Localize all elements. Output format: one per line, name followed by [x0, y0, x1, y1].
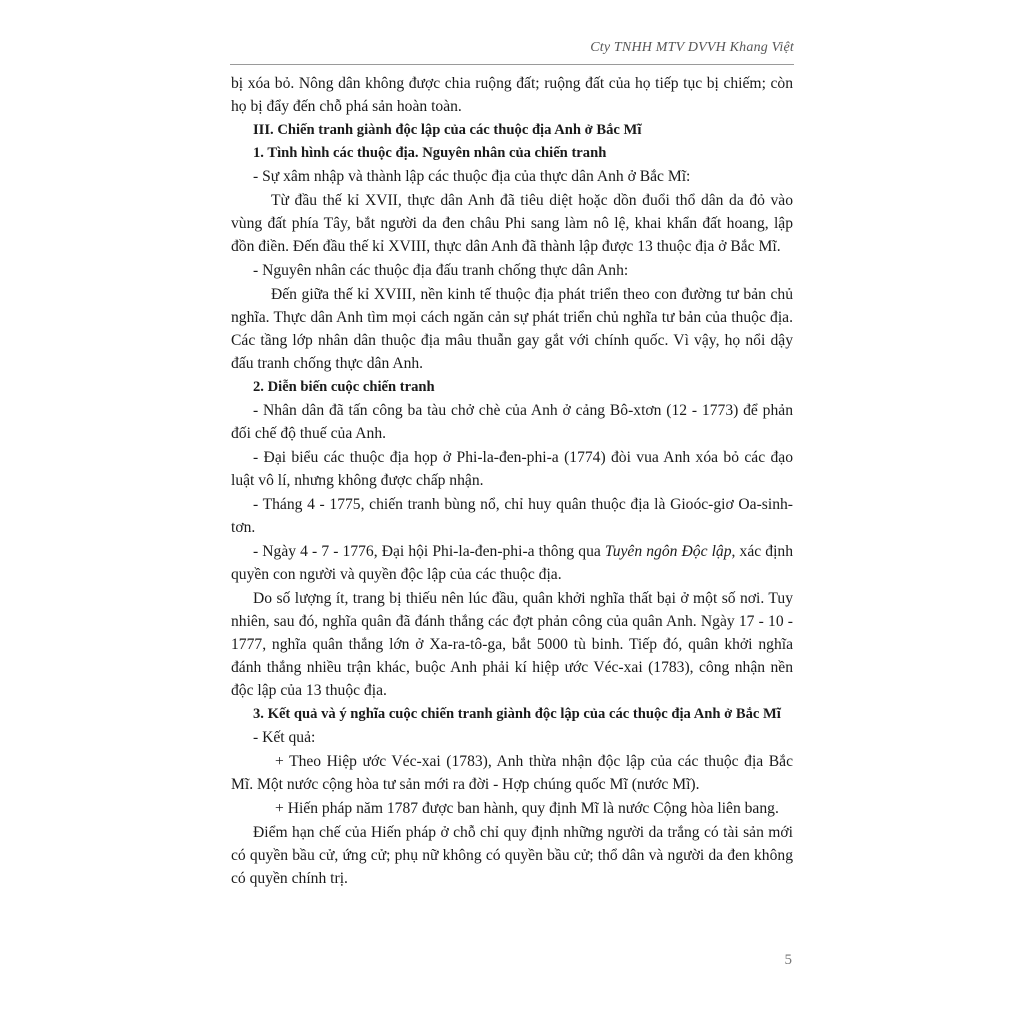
declaration-title: Tuyên ngôn Độc lập — [604, 543, 732, 560]
page-number: 5 — [784, 952, 792, 968]
bullet-philadelphia-1774: - Đại biểu các thuộc địa họp ở Phi-la-đen-phi-a (1774) đòi vua Anh xóa bỏ các đạo luật vô lí, nhưng không được chấp nhận. — [231, 449, 793, 489]
paragraph-continuation: bị xóa bỏ. Nông dân không được chia ruộng đất; ruộng đất của họ tiếp tục bị chiếm; còn họ bị đẩy đến chỗ phá sản hoàn toàn. — [231, 75, 793, 115]
subheading-2: 2. Diễn biến cuộc chiến tranh — [253, 379, 435, 395]
subheading-1: 1. Tình hình các thuộc địa. Nguyên nhân của chiến tranh — [253, 145, 607, 161]
declaration-text-post: , xác định quyền con người và quyền độc lập của các thuộc địa. — [231, 543, 793, 583]
bullet-declaration — [231, 540, 793, 586]
paragraph-limitations: Điểm hạn chế của Hiến pháp ở chỗ chỉ quy định những người da trắng có tài sản mới có quyền bầu cử, ứng cử; phụ nữ không có quyền bầu cử; thổ dân và người da đen không có quyền chính trị. — [231, 824, 793, 887]
bullet-colonization: - Sự xâm nhập và thành lập các thuộc địa của thực dân Anh ở Bắc Mĩ: — [253, 168, 691, 185]
bullet-results: - Kết quả: — [253, 729, 316, 746]
bullet-boston: - Nhân dân đã tấn công ba tàu chở chè của Anh ở cảng Bô-xtơn (12 - 1773) để phản đối chế độ thuế của Anh. — [231, 402, 793, 442]
plus-item-treaty: + Theo Hiệp ước Véc-xai (1783), Anh thừa nhận độc lập của các thuộc địa Bắc Mĩ. Một nước cộng hòa tư sản mới ra đời - Hợp chúng quốc Mĩ (nước Mĩ). — [231, 753, 793, 793]
bullet-war-outbreak: - Tháng 4 - 1775, chiến tranh bùng nổ, chỉ huy quân thuộc địa là Gioóc-giơ Oa-sinh-tơn. — [231, 496, 793, 536]
header-rule — [230, 64, 794, 65]
plus-item-constitution: + Hiến pháp năm 1787 được ban hành, quy định Mĩ là nước Cộng hòa liên bang. — [275, 800, 779, 817]
section-heading: III. Chiến tranh giành độc lập của các thuộc địa Anh ở Bắc Mĩ — [253, 122, 642, 138]
paragraph-causes: Đến giữa thế kỉ XVIII, nền kinh tế thuộc địa phát triển theo con đường tư bản chủ nghĩa. Thực dân Anh tìm mọi cách ngăn cản sự phát triển chủ nghĩa tư bản của thuộc địa. Các tầng lớp nhân dân thuộc địa mâu thuẫn gay gắt với chính quốc. Vì vậy, họ nổi dậy đấu tranh chống thực dân Anh. — [231, 286, 793, 372]
subheading-3: 3. Kết quả và ý nghĩa cuộc chiến tranh giành độc lập của các thuộc địa Anh ở Bắc Mĩ — [253, 706, 781, 722]
running-header: Cty TNHH MTV DVVH Khang Việt — [590, 40, 794, 55]
paragraph-war-course: Do số lượng ít, trang bị thiếu nên lúc đầu, quân khởi nghĩa thất bại ở một số nơi. Tuy nhiên, sau đó, nghĩa quân đã đánh thắng các đợt phản công của quân Anh. Ngày 17 - 10 - 1777, nghĩa quân thắng lớn ở Xa-ra-tô-ga, bắt 5000 tù binh. Tiếp đó, quân khởi nghĩa đánh thắng nhiều trận khác, buộc Anh phải kí hiệp ước Véc-xai (1783), công nhận nền độc lập của 13 thuộc địa. — [231, 590, 793, 699]
page-body — [231, 72, 793, 891]
paragraph-colonization: Từ đầu thế kỉ XVII, thực dân Anh đã tiêu diệt hoặc dồn đuổi thổ dân da đỏ vào vùng đất phía Tây, bắt người da đen châu Phi sang làm nô lệ, khai khẩn đất hoang, lập đồn điền. Đến đầu thế kỉ XVIII, thực dân Anh đã thành lập được 13 thuộc địa ở Bắc Mĩ. — [231, 192, 793, 255]
declaration-text-pre: - Ngày 4 - 7 - 1776, Đại hội Phi-la-đen-phi-a thông qua — [253, 543, 605, 560]
bullet-causes: - Nguyên nhân các thuộc địa đấu tranh chống thực dân Anh: — [253, 262, 629, 279]
